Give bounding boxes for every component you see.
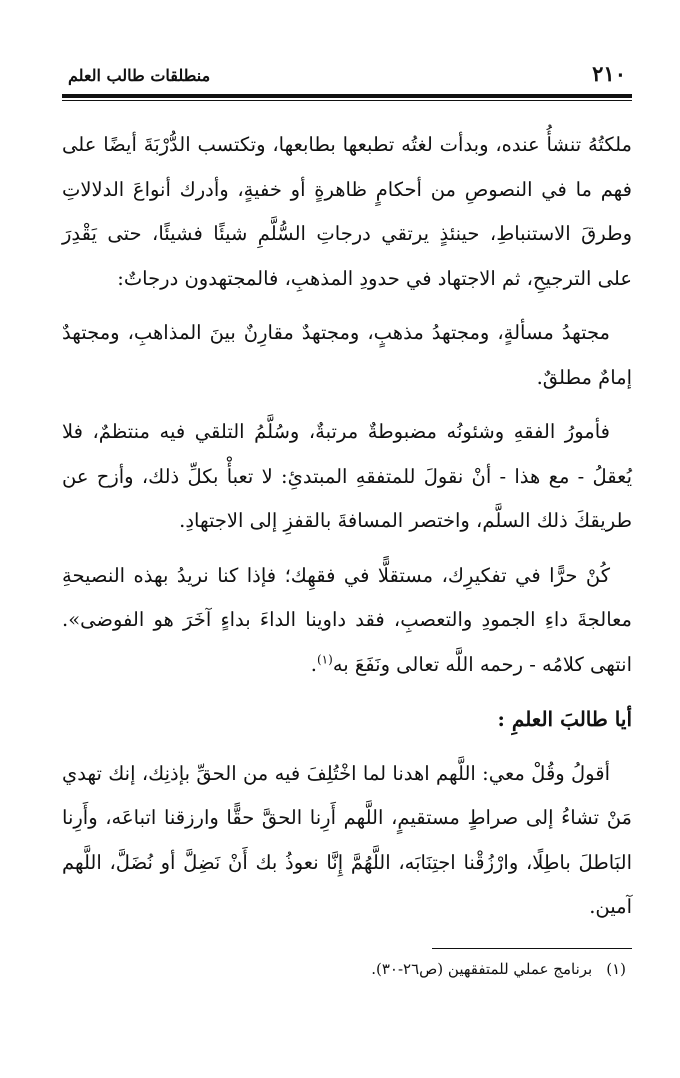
- section-heading: أيا طالبَ العلمِ :: [497, 707, 632, 731]
- paragraph-fiqh-order: فأمورُ الفقهِ وشئونُه مضبوطةٌ مرتبةٌ، وسُلَّمُ التلقي فيه منتظمٌ، فلا يُعقلُ - مع هذا - أنْ نقولَ للمتفقهِ المبتدئِ: لا تعبأْ بكلِّ ذلك، وأزح عن طريقكَ ذلك السلَّم، واختصر المسافةَ بالقفزِ إلى الاجتهادِ.: [62, 420, 632, 532]
- footnote: [62, 957, 632, 981]
- page-number: ٢١٠: [592, 61, 626, 86]
- header-rule-thick: [62, 94, 632, 98]
- footnote-separator: [432, 948, 632, 949]
- footnote-marker: (١): [606, 959, 626, 978]
- footnote-reference: (١): [316, 652, 333, 666]
- paragraph-supplication: أقولُ وقُلْ معي: اللَّهم اهدنا لما اخْتُلِفَ فيه من الحقِّ بإذنِك، إنك تهدي مَنْ تشاءُ إلى صراطٍ مستقيمٍ، اللَّهم أَرِنا الحقَّ حقًّا وارزقنا اتباعَه، وأَرِنا البَاطلَ باطِلًا، وارْزُقْنا اجتِنَابَه، اللَّهُمَّ إِنَّا نعوذُ بك أَنْ نَضِلَّ أو نُضَلَّ، اللَّهم آمين.: [62, 761, 632, 918]
- running-title: منطلقات طالب العلم: [68, 66, 211, 85]
- body-text: [62, 123, 632, 930]
- paragraph-mujtahid-types: مجتهدُ مسألةٍ، ومجتهدُ مذهبٍ، ومجتهدٌ مقارِنٌ بينَ المذاهبِ، ومجتهدٌ إمامٌ مطلقٌ.: [62, 321, 632, 389]
- paragraph-quote-text: كُنْ حرًّا في تفكيرِك، مستقلًّا في فقهِك؛ فإذا كنا نريدُ بهذه النصيحةِ معالجةَ داءِ الجمودِ والتعصبِ، فقد داوينا الداءَ بداءٍ آخَرَ هو الفوضى». انتهى كلامُه - رحمه اللَّه تعالى ونَفَعَ به: [62, 563, 632, 676]
- page-header: [62, 40, 632, 84]
- book-page: [62, 40, 632, 1050]
- paragraph-ijtihad-stages: ملكتُهُ تنشأُ عنده، وبدأت لغتُه تطبعها بطابعها، وتكتسب الدُّرْبَةَ أيضًا على فهم ما في النصوصِ من أحكامٍ ظاهرةٍ أو خفيةٍ، وأدرك أنواعَ الدلالاتِ وطرقَ الاستنباطِ، حينئذٍ يرتقي درجاتِ السُّلَّمِ شيئًا فشيئًا، حتى يَقْدِرَ على الترجيحِ، ثم الاجتهاد في حدودِ المذهبِ، فالمجتهدون درجاتٌ:: [62, 133, 632, 290]
- footnote-text: برنامج عملي للمتفقهين (ص٢٦-٣٠).: [371, 959, 593, 978]
- paragraph-quote-end: كُنْ حرًّا في تفكيرِك، مستقلًّا في فقهِك؛ فإذا كنا نريدُ بهذه النصيحةِ معالجةَ داءِ الجمودِ والتعصبِ، فقد داوينا الداءَ بداءٍ آخَرَ هو الفوضى». انتهى كلامُه - رحمه اللَّه تعالى ونَفَعَ به$^{(١)}$.: [62, 563, 632, 676]
- header-rule-thin: [62, 100, 632, 101]
